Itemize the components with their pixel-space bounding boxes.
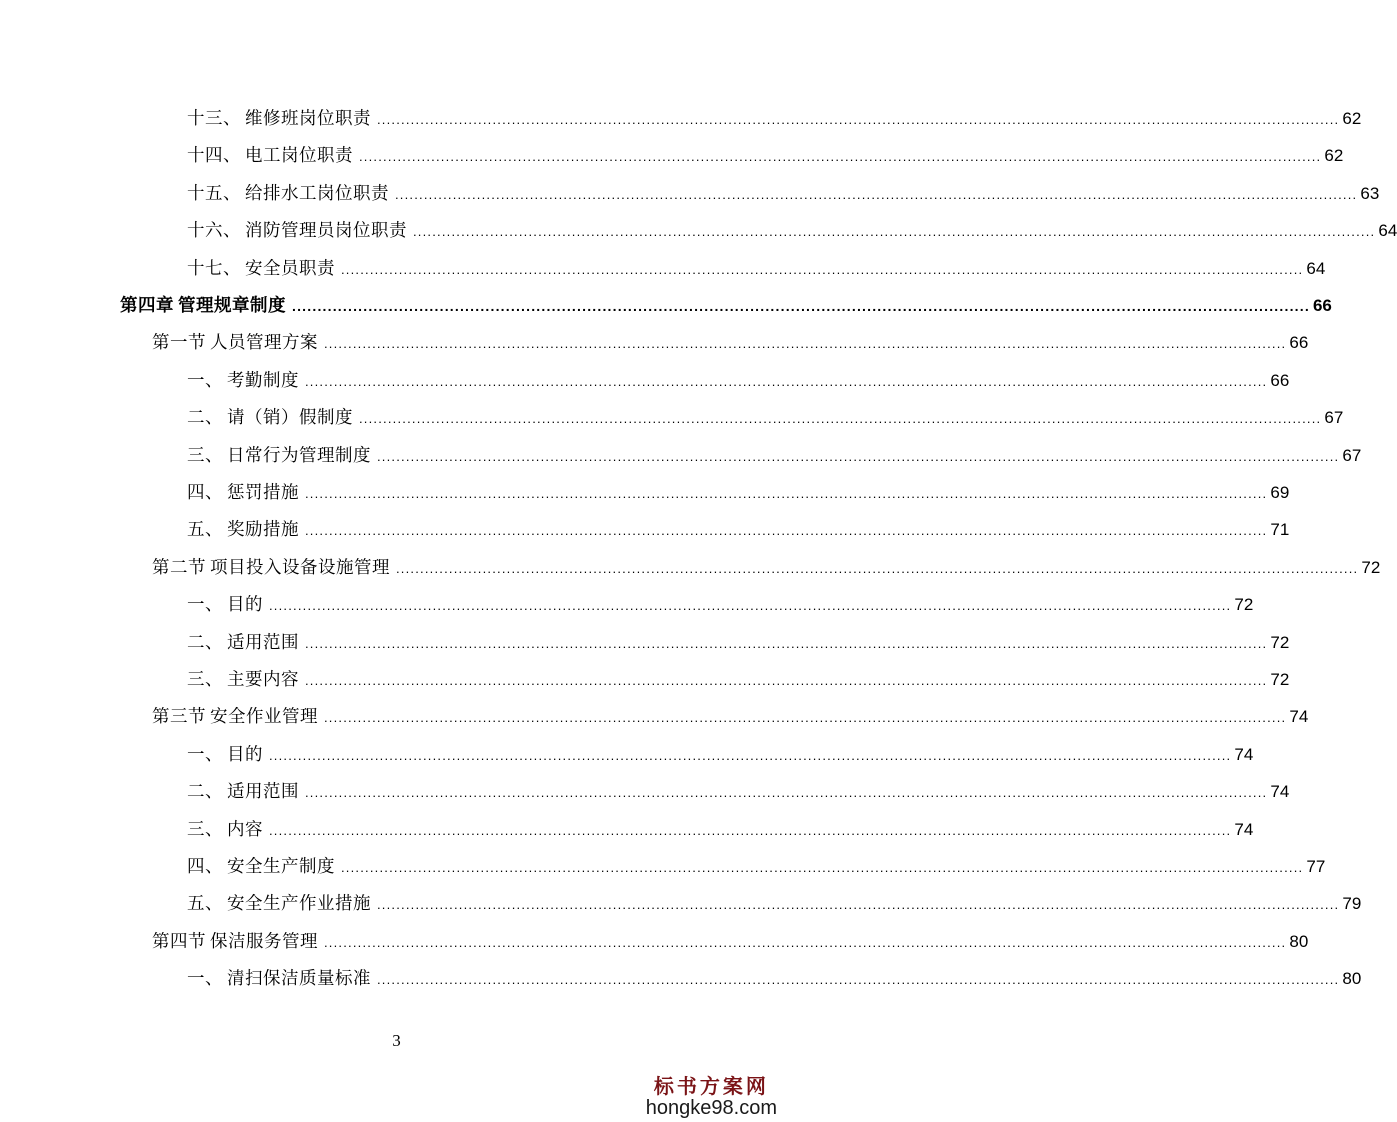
toc-entry-page: 67 [1342,445,1362,465]
toc-entry-text: 清扫保洁质量标准 [227,969,371,990]
toc-entry-text: 内容 [227,819,263,840]
toc-entry[interactable] [187,852,1326,882]
toc-entry-title [152,702,318,732]
toc-entry-text: 消防管理员岗位职责 [245,221,407,242]
toc-entry-title [187,590,263,620]
toc-entry-page: 71 [1270,520,1290,540]
toc-entry-title [187,179,389,209]
toc-leader-dots: ........................................................................................................................................................................................................ [305,373,1268,389]
toc-entry[interactable] [187,665,1290,695]
toc-entry-page: 69 [1270,483,1290,502]
toc-entry-page: 72 [1234,595,1254,615]
toc-entry-page: 62 [1324,146,1344,166]
toc-entry-title [187,104,371,134]
toc-entry[interactable] [187,628,1290,658]
toc-entry[interactable] [187,254,1326,284]
toc-leader-dots: ........................................................................................................................................................................................................ [324,710,1287,726]
toc-entry-number: 十七、 [187,258,241,279]
toc-entry-number: 五、 [187,894,223,915]
toc-entry-number: 三、 [187,670,223,690]
toc-entry-number: 第一节 [152,333,206,354]
toc-entry-title [187,777,299,807]
toc-entry[interactable] [187,403,1344,433]
toc-leader-dots: ........................................................................................................................................................................................................ [413,224,1376,240]
toc-entry[interactable] [187,815,1254,845]
toc-entry-number: 第四节 [152,931,206,952]
toc-entry-page: 63 [1360,183,1380,203]
toc-entry-text: 安全生产作业措施 [227,894,371,915]
toc-entry-page: 80 [1342,969,1362,989]
toc-entry[interactable] [152,328,1309,358]
toc-entry-text: 管理规章制度 [178,296,286,316]
toc-entry-title [187,254,335,284]
toc-entry-title [152,927,318,957]
toc-entry-number: 十四、 [187,146,241,167]
toc-entry-text: 适用范围 [227,632,299,653]
toc-entry-title [187,740,263,770]
toc-entry-text: 考勤制度 [227,370,299,391]
toc-entry-number: 十五、 [187,183,241,204]
toc-entry[interactable] [187,216,1397,246]
toc-entry-page: 64 [1306,258,1326,278]
toc-entry-number: 第三节 [152,707,206,728]
toc-entry-page: 66 [1312,296,1332,315]
toc-entry-text: 适用范围 [227,782,299,803]
toc-entry[interactable] [187,366,1290,396]
toc-entry-text: 请（销）假制度 [227,408,353,429]
toc-entry-text: 维修班岗位职责 [245,109,371,129]
toc-entry-text: 给排水工岗位职责 [245,183,389,204]
toc-entry-page: 72 [1270,632,1290,652]
toc-entry-page: 74 [1234,744,1254,764]
toc-entry-number: 三、 [187,445,223,466]
toc-entry-number: 三、 [187,819,223,840]
toc-entry[interactable] [152,702,1309,732]
toc-entry-title [187,216,407,246]
toc-entry-page: 80 [1289,931,1309,951]
toc-entry-title [187,366,299,396]
toc-entry-text: 保洁服务管理 [210,931,318,952]
toc-entry-text: 目的 [227,744,263,765]
toc-entry-number: 第四章 [120,296,174,316]
toc-entry-title [187,628,299,658]
toc-entry-title [187,815,263,845]
toc-entry-title [120,291,286,321]
toc-entry[interactable] [187,889,1362,919]
toc-entry-page: 74 [1270,782,1290,802]
toc-entry-page: 62 [1342,109,1362,128]
toc-entry-number: 第二节 [152,557,206,578]
toc-leader-dots: ........................................................................................................................................................................................................ [324,934,1287,950]
toc-entry-number: 十六、 [187,221,241,242]
toc-leader-dots: ........................................................................................................................................................................................................ [341,860,1304,875]
toc-entry[interactable] [187,179,1380,209]
toc-entry-number: 五、 [187,520,223,541]
toc-entry-number: 二、 [187,782,223,803]
toc-entry-number: 四、 [187,483,223,503]
toc-entry[interactable] [187,590,1254,620]
toc-entry[interactable] [187,777,1290,807]
toc-leader-dots: ........................................................................................................................................................................................................ [359,411,1322,427]
toc-entry-page: 72 [1361,557,1381,577]
toc-entry[interactable] [187,740,1254,770]
toc-entry-title [187,141,353,171]
toc-entry-page: 67 [1324,408,1344,428]
toc-entry[interactable] [120,291,1332,321]
toc-entry-title [187,441,371,471]
toc-entry-number: 一、 [187,969,223,990]
toc-entry[interactable] [152,553,1381,583]
toc-leader-dots: ........................................................................................................................................................................................................ [269,822,1232,838]
toc-entry-text: 惩罚措施 [227,483,299,503]
toc-leader-dots: ........................................................................................................................................................................................................ [377,972,1340,988]
toc-entry-text: 日常行为管理制度 [227,445,371,466]
toc-entry-page: 74 [1234,819,1254,839]
toc-leader-dots: ........................................................................................................................................................................................................ [269,598,1232,614]
toc-entry-page: 77 [1306,857,1326,876]
toc-leader-dots: ........................................................................................................................................................................................................ [395,186,1358,202]
toc-leader-dots: ........................................................................................................................................................................................................ [341,261,1304,277]
toc-leader-dots: ........................................................................................................................................................................................................ [305,673,1268,688]
toc-entry-text: 主要内容 [227,670,299,690]
toc-entry-title [187,852,335,882]
toc-entry-title [187,665,299,695]
toc-entry-number: 一、 [187,595,223,616]
toc-entry-text: 奖励措施 [227,520,299,541]
toc-leader-dots: ........................................................................................................................................................................................................ [305,635,1268,651]
toc-leader-dots: ........................................................................................................................................................................................................ [305,785,1268,801]
toc-entry[interactable] [187,441,1362,471]
toc-entry-page: 66 [1289,333,1309,353]
toc-leader-dots: ........................................................................................................................................................................................................ [292,298,1310,314]
toc-leader-dots: ........................................................................................................................................................................................................ [377,112,1340,127]
watermark-url: hongke98.com [645,1097,777,1119]
toc-leader-dots: ........................................................................................................................................................................................................ [359,149,1322,165]
toc-leader-dots: ........................................................................................................................................................................................................ [269,747,1232,763]
toc-entry-number: 二、 [187,632,223,653]
toc-entry-number: 一、 [187,370,223,391]
toc-entry[interactable] [187,478,1290,508]
toc-entry-title [187,478,299,508]
toc-entry-number: 二、 [187,408,223,429]
toc-entry-text: 人员管理方案 [210,333,318,354]
toc-entry-title [152,553,390,583]
toc-leader-dots: ........................................................................................................................................................................................................ [396,560,1359,576]
watermark-name: 标书方案网 [653,1074,769,1098]
toc-entry-title [187,964,371,994]
toc-entry-title [187,889,371,919]
toc-entry-page: 66 [1270,370,1290,390]
toc-leader-dots: ........................................................................................................................................................................................................ [377,448,1340,464]
page-number: 3 [392,1031,401,1050]
toc-entry-title [152,328,318,358]
toc-entry[interactable] [152,927,1309,957]
toc-leader-dots: ........................................................................................................................................................................................................ [305,486,1268,501]
toc-entry-page: 64 [1378,221,1397,241]
toc-entry-text: 电工岗位职责 [245,146,353,167]
toc-entry-page: 72 [1270,670,1290,689]
toc-entry-page: 74 [1289,707,1309,727]
toc-entry-number: 一、 [187,744,223,765]
toc-entry-title [187,403,353,433]
toc-entry-text: 安全员职责 [245,258,335,279]
watermark-logo [646,1070,777,1120]
toc-entry-text: 安全生产制度 [227,857,335,877]
toc-entry-number: 十三、 [187,109,241,129]
toc-entry[interactable] [187,141,1344,171]
toc-entry-text: 安全作业管理 [210,707,318,728]
toc-entry[interactable] [187,515,1290,545]
toc-leader-dots: ........................................................................................................................................................................................................ [324,336,1287,352]
toc-leader-dots: ........................................................................................................................................................................................................ [377,897,1340,913]
toc-entry-number: 四、 [187,857,223,877]
toc-entry-text: 项目投入设备设施管理 [210,557,390,578]
toc-entry-text: 目的 [227,595,263,616]
toc-entry[interactable] [187,964,1362,994]
toc-leader-dots: ........................................................................................................................................................................................................ [305,523,1268,539]
toc-entry-page: 79 [1342,894,1362,914]
toc-entry-title [187,515,299,545]
toc-entry[interactable] [187,104,1362,134]
